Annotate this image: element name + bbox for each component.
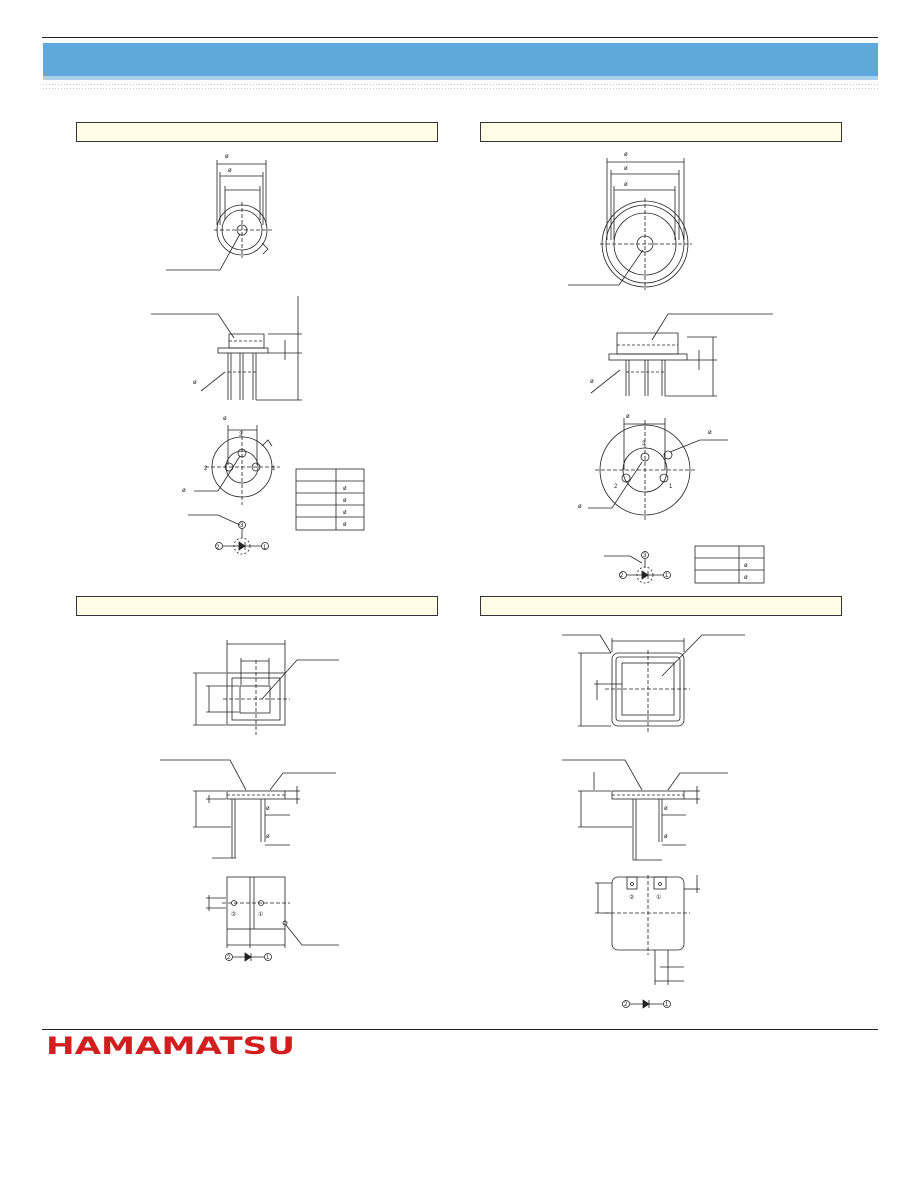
drawing-bottom-left-bottom-view xyxy=(206,877,339,948)
svg-text:①: ① xyxy=(656,895,662,901)
circuit-bottom-right xyxy=(623,1000,671,1008)
pin-label: 1 xyxy=(665,573,669,579)
svg-text:ø: ø xyxy=(223,416,227,422)
svg-text:ø: ø xyxy=(578,504,582,510)
svg-text:ø: ø xyxy=(708,430,712,436)
svg-text:①: ① xyxy=(258,912,264,918)
pin-label: 3 xyxy=(239,432,243,438)
svg-text:ø: ø xyxy=(664,806,668,812)
svg-text:ø: ø xyxy=(266,834,270,840)
pin-label: 1 xyxy=(266,955,270,961)
svg-text:ø: ø xyxy=(266,806,270,812)
svg-text:ø: ø xyxy=(664,834,668,840)
svg-text:ø: ø xyxy=(343,486,347,492)
svg-text:ø: ø xyxy=(590,379,594,385)
pin-label: 1 xyxy=(263,545,267,551)
svg-text:ø: ø xyxy=(228,168,232,174)
pin-label: 2 xyxy=(204,466,208,472)
pin-label: 3 xyxy=(643,553,647,559)
drawing-bottom-right-front-view xyxy=(562,635,745,732)
logo-text: HAMAMATSU xyxy=(46,1036,295,1055)
hamamatsu-logo xyxy=(46,1036,296,1055)
svg-text:ø: ø xyxy=(343,498,347,504)
pin-label: 1 xyxy=(669,484,673,490)
svg-text:ø: ø xyxy=(624,166,628,172)
svg-text:ø: ø xyxy=(343,510,347,516)
svg-text:ø: ø xyxy=(624,152,628,158)
svg-text:②: ② xyxy=(629,895,635,901)
pin-label: 2 xyxy=(216,545,220,551)
svg-text:ø: ø xyxy=(624,182,628,188)
drawing-top-right-front-view xyxy=(568,152,692,290)
pin-label: 2 xyxy=(614,484,618,490)
pin-table-top-right xyxy=(695,546,764,583)
bottom-rule xyxy=(42,1029,878,1030)
svg-text:ø: ø xyxy=(626,414,630,420)
circuit-bottom-left xyxy=(226,953,272,961)
pin-label: 3 xyxy=(642,441,646,447)
drawing-top-right-side-view xyxy=(590,314,773,396)
pin-label: 2 xyxy=(620,573,624,579)
svg-text:ø: ø xyxy=(343,522,347,528)
circuit-top-left xyxy=(188,515,269,554)
pin-label: 1 xyxy=(665,1002,669,1008)
pin-label: 3 xyxy=(240,523,244,529)
drawing-top-right-bottom-view xyxy=(578,414,728,520)
pin-table-top-left xyxy=(296,469,364,530)
drawing-bottom-right-bottom-view xyxy=(595,875,700,985)
pin-label: 2 xyxy=(624,1002,628,1008)
pin-label: 1 xyxy=(272,466,276,472)
svg-text:ø: ø xyxy=(744,563,748,569)
svg-text:ø: ø xyxy=(225,154,229,160)
drawing-top-left-front-view xyxy=(166,154,272,270)
svg-text:ø: ø xyxy=(182,488,186,494)
drawing-bottom-right-side-view xyxy=(562,760,728,860)
pin-label: 2 xyxy=(227,955,231,961)
drawing-top-left-side-view xyxy=(151,296,302,400)
drawing-top-left-bottom-view xyxy=(182,416,280,505)
svg-text:ø: ø xyxy=(193,380,197,386)
drawing-bottom-left-side-view xyxy=(160,760,336,858)
circuit-top-right xyxy=(604,552,671,584)
svg-text:ø: ø xyxy=(744,575,748,581)
drawing-bottom-left-front-view xyxy=(193,640,339,735)
svg-text:②: ② xyxy=(231,912,237,918)
